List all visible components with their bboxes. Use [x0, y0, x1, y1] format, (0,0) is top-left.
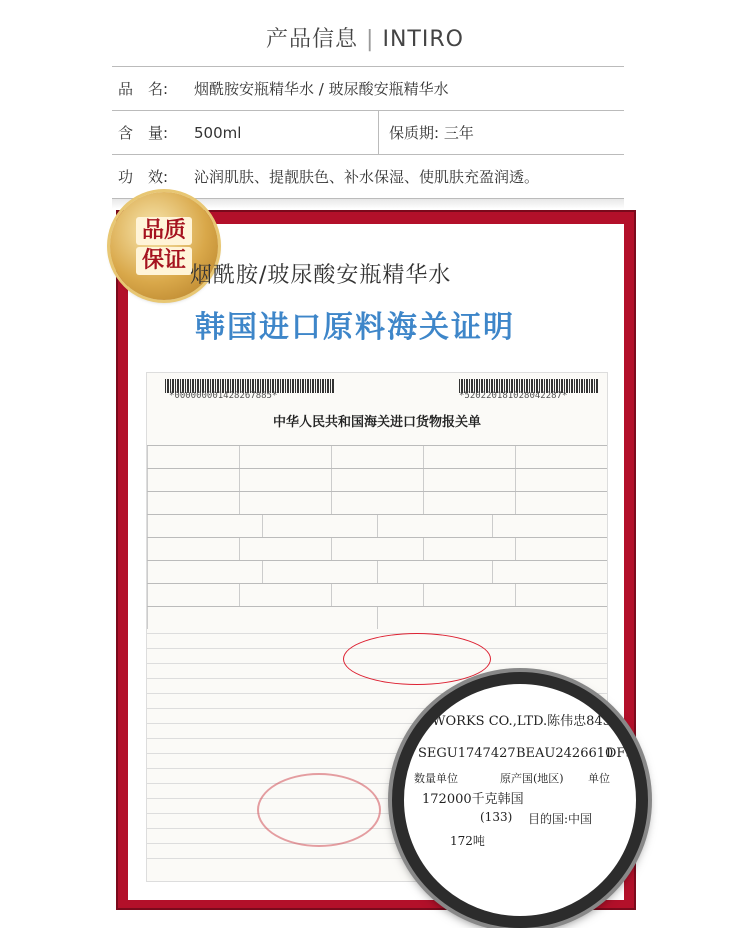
section-title: 产品信息 — [266, 27, 359, 52]
spec-row-effect — [112, 155, 624, 199]
spec-row-volume — [112, 111, 624, 155]
mag-line: ETWORKS CO.,LTD.陈伟忠84395 — [414, 714, 628, 729]
mag-line: 目的国:中国 — [528, 812, 593, 826]
spec-value: 三年 — [443, 124, 474, 142]
seal-line: 品质 — [136, 217, 192, 245]
mag-line: BEAU2426610 — [516, 746, 614, 761]
section-header: 产品信息 | INTIRO — [266, 27, 464, 52]
mag-line: DFS — [606, 746, 635, 761]
spec-value: 沁润肌肤、提靓肤色、补水保湿、使肌肤充盈润透。 — [194, 168, 540, 186]
document-title: 中华人民共和国海关进口货物报关单 — [272, 415, 481, 430]
mag-line: 单位 — [588, 772, 610, 785]
customs-stamp-icon — [257, 773, 381, 847]
magnifier-lens — [392, 672, 648, 928]
spec-key: 品 名: — [118, 80, 169, 98]
declaration-grid — [147, 445, 607, 629]
mag-line: 原产国(地区) — [500, 772, 564, 785]
card-subtitle: 韩国进口原料海关证明 — [195, 310, 515, 345]
product-spec-table — [112, 66, 624, 209]
mag-line: SEGU1747427 — [418, 746, 516, 761]
card-title: 烟酰胺/玻尿酸安瓶精华水 — [190, 263, 452, 288]
barcode-number: *000000001428267885* — [169, 391, 278, 401]
highlight-oval — [343, 633, 491, 685]
spec-key: 含 量: — [118, 124, 169, 142]
mag-line: (133) — [480, 810, 513, 824]
spec-value: 烟酰胺安瓶精华水 / 玻尿酸安瓶精华水 — [194, 80, 449, 98]
mag-line: 172000千克韩国 — [422, 792, 524, 807]
spec-key: 功 效: — [118, 168, 169, 186]
spec-row-name — [112, 67, 624, 111]
spec-value: 500ml — [194, 123, 242, 142]
barcode-number: *520220181028042287* — [459, 391, 568, 401]
mag-line: 172吨 — [450, 834, 485, 848]
spec-shelf-life — [378, 111, 624, 154]
seal-line: 保证 — [136, 247, 192, 275]
mag-line: 数量单位 — [414, 772, 458, 785]
brand-name: INTIRO — [382, 27, 464, 52]
spec-key: 保质期: — [389, 124, 440, 142]
